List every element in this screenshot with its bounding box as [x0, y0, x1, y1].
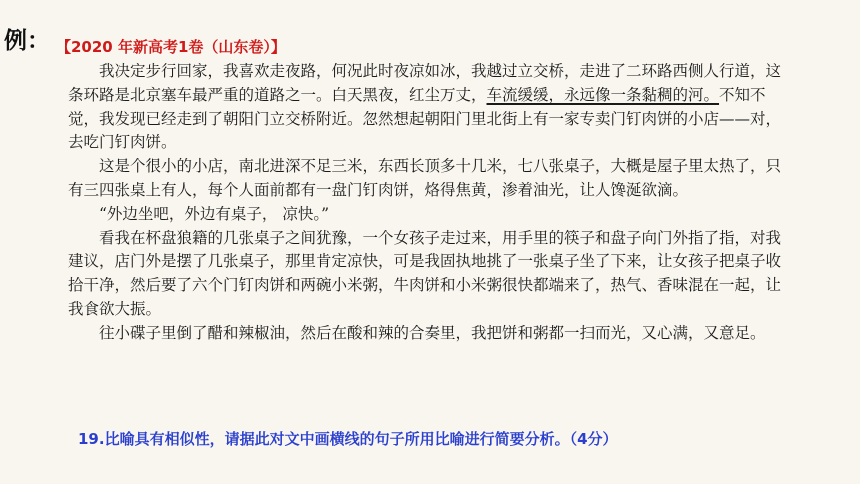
paragraph-3: “外边坐吧，外边有桌子， 凉快。”: [99, 204, 330, 223]
paragraph-5: 往小碟子里倒了醋和辣椒油，然后在酸和辣的合奏里，我把饼和粥都一扫而光，又心满，又意足。: [99, 323, 766, 342]
paragraph-1: [68, 60, 788, 155]
paragraph-4: 看我在杯盘狼籍的几张桌子之间犹豫，一个女孩子走过来，用手里的筷子和盘子向门外指了指，对我建议，店门外是摆了几张桌子，那里肯定凉快，可是我固执地挑了一张桌子坐了下来，让女孩子把桌子收拾干净，然后要了六个门钉肉饼和两碗小米粥，牛肉饼和小米粥很快都端来了，热气、香味混在一起，让我食欲大振。: [68, 228, 782, 318]
paragraph-1-text-rest: 不知不觉，我发现已经走到了朝阳门立交桥附近。忽然想起朝阳门里北街上有一家专卖门钉肉饼的小店——对，去吃门钉肉饼。: [68, 85, 782, 152]
question-19: 19.比喻具有相似性，请据此对文中画横线的句子所用比喻进行简要分析。（4分）: [78, 430, 618, 448]
underlined-sentence: 车流缓缓，永远像一条黏稠的河。: [486, 85, 720, 104]
exam-source: 【2020 年新高考1卷（山东卷）】: [56, 38, 286, 56]
paragraph-2: 这是个很小的小店，南北进深不足三米，东西长顶多十几米，七八张桌子，大概是屋子里太热了，只有三四张桌上有人，每个人面前都有一盘门钉肉饼，烙得焦黄，渗着油光，让人馋涎欲滴。: [68, 157, 782, 199]
passage: [68, 60, 788, 346]
example-label: 例：: [4, 28, 50, 54]
paragraph-1-text: 我决定步行回家，我喜欢走夜路，何况此时夜凉如冰，我越过立交桥，走进了二环路西侧人行道，这条环路是北京塞车最严重的道路之一。白天黑夜，红尘万丈，: [68, 62, 782, 104]
